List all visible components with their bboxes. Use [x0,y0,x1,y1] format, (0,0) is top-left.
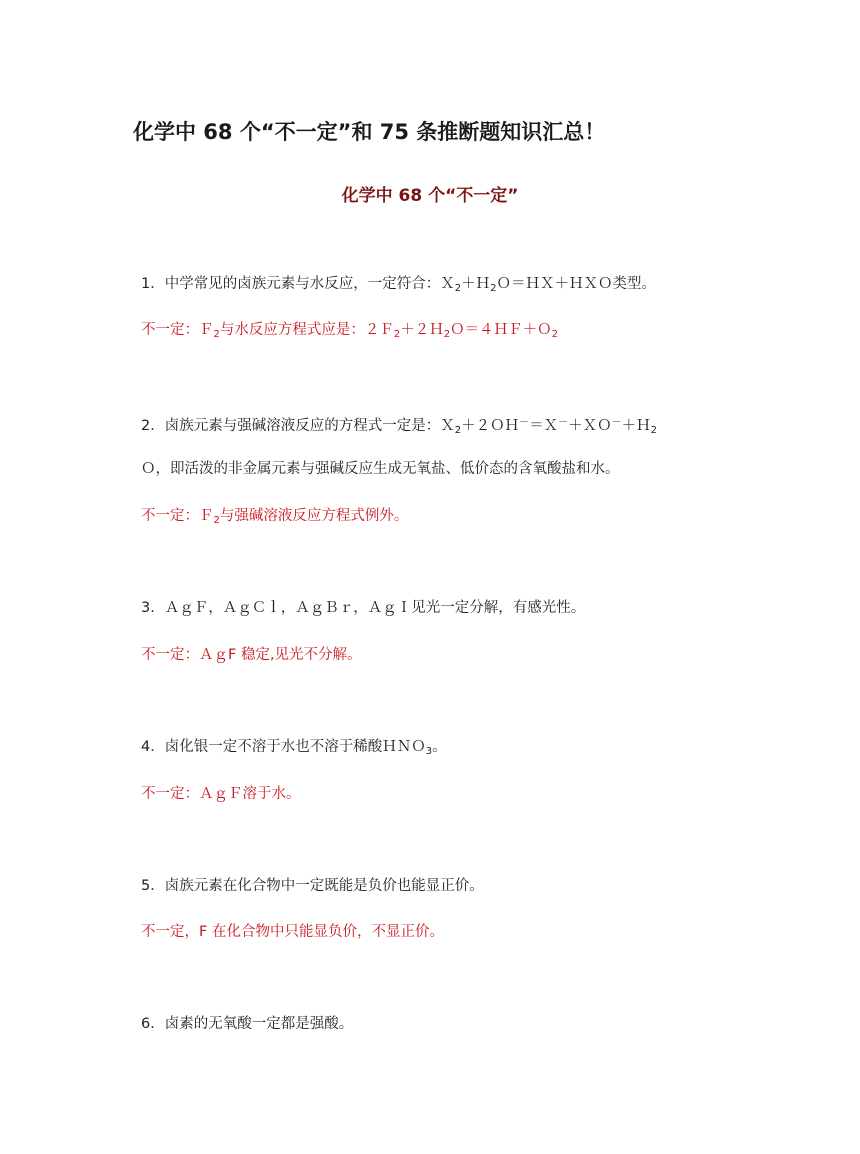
item-5-answer: 不一定，F 在化合物中只能显负价，不显正价。 [141,924,444,940]
section-subtitle: 化学中 68 个“不一定” [341,186,519,206]
item-3-statement: 3．ＡｇＦ，ＡｇＣｌ，ＡｇＢｒ，ＡｇＩ见光一定分解，有感光性。 [141,600,586,616]
item-3-answer: 不一定：ＡｇF 稳定,见光不分解。 [141,647,362,663]
item-5-statement: 5．卤族元素在化合物中一定既能是负价也能显正价。 [141,878,484,894]
item-6-statement: 6．卤素的无氧酸一定都是强酸。 [141,1016,354,1032]
item-1-answer: 不一定：Ｆ$_2$与水反应方程式应是：２Ｆ$_2$＋２Ｈ$_2$Ｏ＝４ＨＦ＋Ｏ$_2$ [141,322,558,340]
item-4-statement: 4．卤化银一定不溶于水也不溶于稀酸ＨＮＯ$_3$。 [141,739,447,757]
item-4-answer: 不一定：ＡｇＦ溶于水。 [141,786,301,802]
item-1-statement: 1．中学常见的卤族元素与水反应，一定符合：Ｘ$_2$＋Ｈ$_2$Ｏ＝ＨＸ＋ＨＸＯ类型。 [141,276,656,294]
item-2-statement: 2．卤族元素与强碱溶液反应的方程式一定是：Ｘ$_2$＋２ＯＨ－＝Ｘ－＋ＸＯ－＋Ｈ$_2$ [141,417,657,436]
document-title: 化学中 68 个“不一定”和 75 条推断题知识汇总！ [133,120,606,144]
item-2-statement-cont: Ｏ，即活泼的非金属元素与强碱反应生成无氧盐、低价态的含氧酸盐和水。 [141,461,620,477]
item-2-answer: 不一定：Ｆ$_2$与强碱溶液反应方程式例外。 [141,508,409,526]
